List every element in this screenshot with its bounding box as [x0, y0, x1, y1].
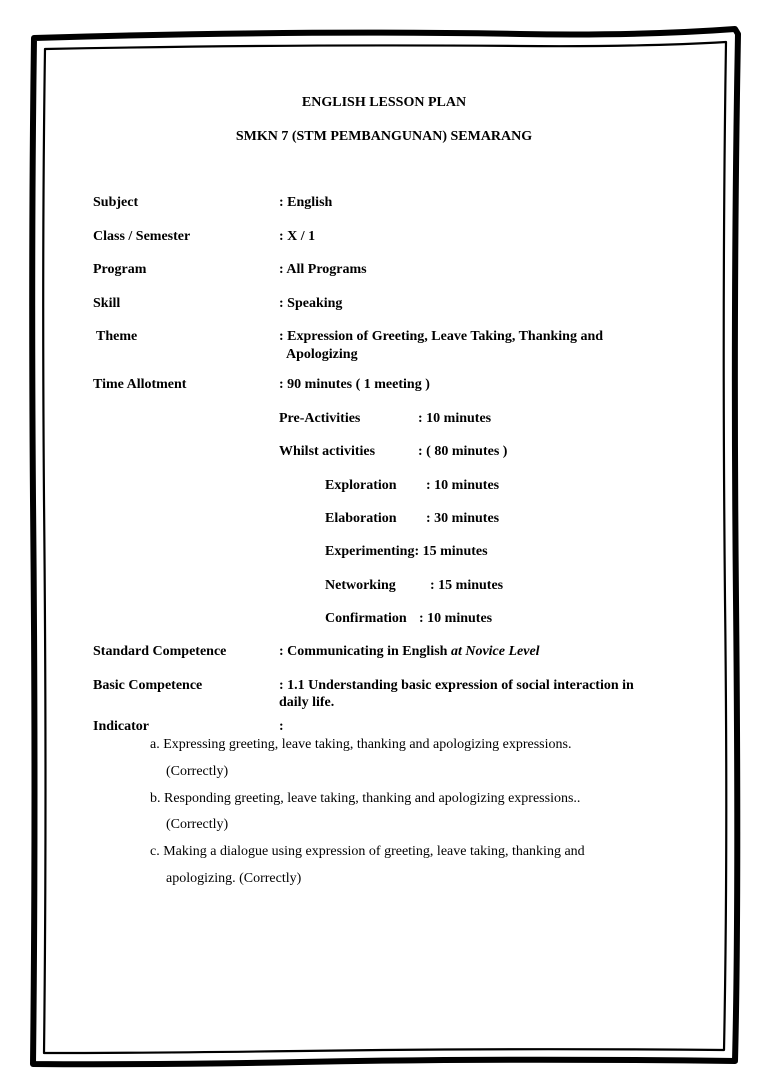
- networking-label: Networking: [325, 578, 396, 593]
- indicator-item-b-line2: (Correctly): [166, 817, 229, 832]
- exploration-label: Exploration: [325, 478, 397, 493]
- indicator-item-c-line1: c. Making a dialogue using expression of greeting, leave taking, thanking and: [150, 844, 585, 859]
- class-semester-label: Class / Semester: [93, 229, 191, 244]
- elaboration-value: : 30 minutes: [426, 511, 500, 526]
- program-label: Program: [93, 262, 147, 277]
- pre-activities-value: : 10 minutes: [418, 411, 492, 426]
- theme-value-line2: Apologizing: [286, 347, 358, 362]
- experimenting-row: Experimenting: 15 minutes: [325, 544, 488, 559]
- theme-label: Theme: [96, 329, 138, 344]
- exploration-value: : 10 minutes: [426, 478, 500, 493]
- confirmation-value: : 10 minutes: [419, 611, 493, 626]
- indicator-item-a-line1: a. Expressing greeting, leave taking, thanking and apologizing expressions.: [150, 737, 572, 752]
- class-semester-value: : X / 1: [279, 229, 316, 244]
- indicator-colon: :: [279, 719, 284, 734]
- indicator-label: Indicator: [93, 719, 149, 734]
- subject-label: Subject: [93, 195, 139, 210]
- basic-competence-value-line1: : 1.1 Understanding basic expression of social interaction in: [279, 678, 634, 693]
- time-allotment-label: Time Allotment: [93, 377, 187, 392]
- networking-value: : 15 minutes: [430, 578, 504, 593]
- standard-competence-prefix: : Communicating in English: [279, 644, 451, 659]
- basic-competence-label: Basic Competence: [93, 678, 203, 693]
- elaboration-label: Elaboration: [325, 511, 397, 526]
- theme-value-line1: : Expression of Greeting, Leave Taking, Thanking and: [279, 329, 604, 344]
- standard-competence-value: [279, 643, 540, 660]
- indicator-item-c-line2: apologizing. (Correctly): [166, 871, 302, 886]
- school-name: SMKN 7 (STM PEMBANGUNAN) SEMARANG: [235, 129, 533, 144]
- program-value: : All Programs: [279, 262, 367, 277]
- whilst-activities-label: Whilst activities: [279, 444, 376, 459]
- confirmation-label: Confirmation: [325, 611, 407, 626]
- standard-competence-level: at Novice Level: [450, 644, 540, 659]
- skill-label: Skill: [93, 296, 121, 311]
- indicator-item-b-line1: b. Responding greeting, leave taking, thanking and apologizing expressions..: [150, 791, 581, 806]
- standard-competence-label: Standard Competence: [93, 644, 227, 659]
- indicator-item-a-line2: (Correctly): [166, 764, 229, 779]
- pre-activities-label: Pre-Activities: [279, 411, 361, 426]
- document-title: ENGLISH LESSON PLAN: [301, 95, 467, 110]
- skill-value: : Speaking: [279, 296, 343, 311]
- subject-value: : English: [279, 195, 333, 210]
- basic-competence-value-line2: daily life.: [279, 695, 335, 710]
- time-allotment-value: : 90 minutes ( 1 meeting ): [279, 377, 430, 392]
- whilst-activities-value: : ( 80 minutes ): [418, 444, 508, 459]
